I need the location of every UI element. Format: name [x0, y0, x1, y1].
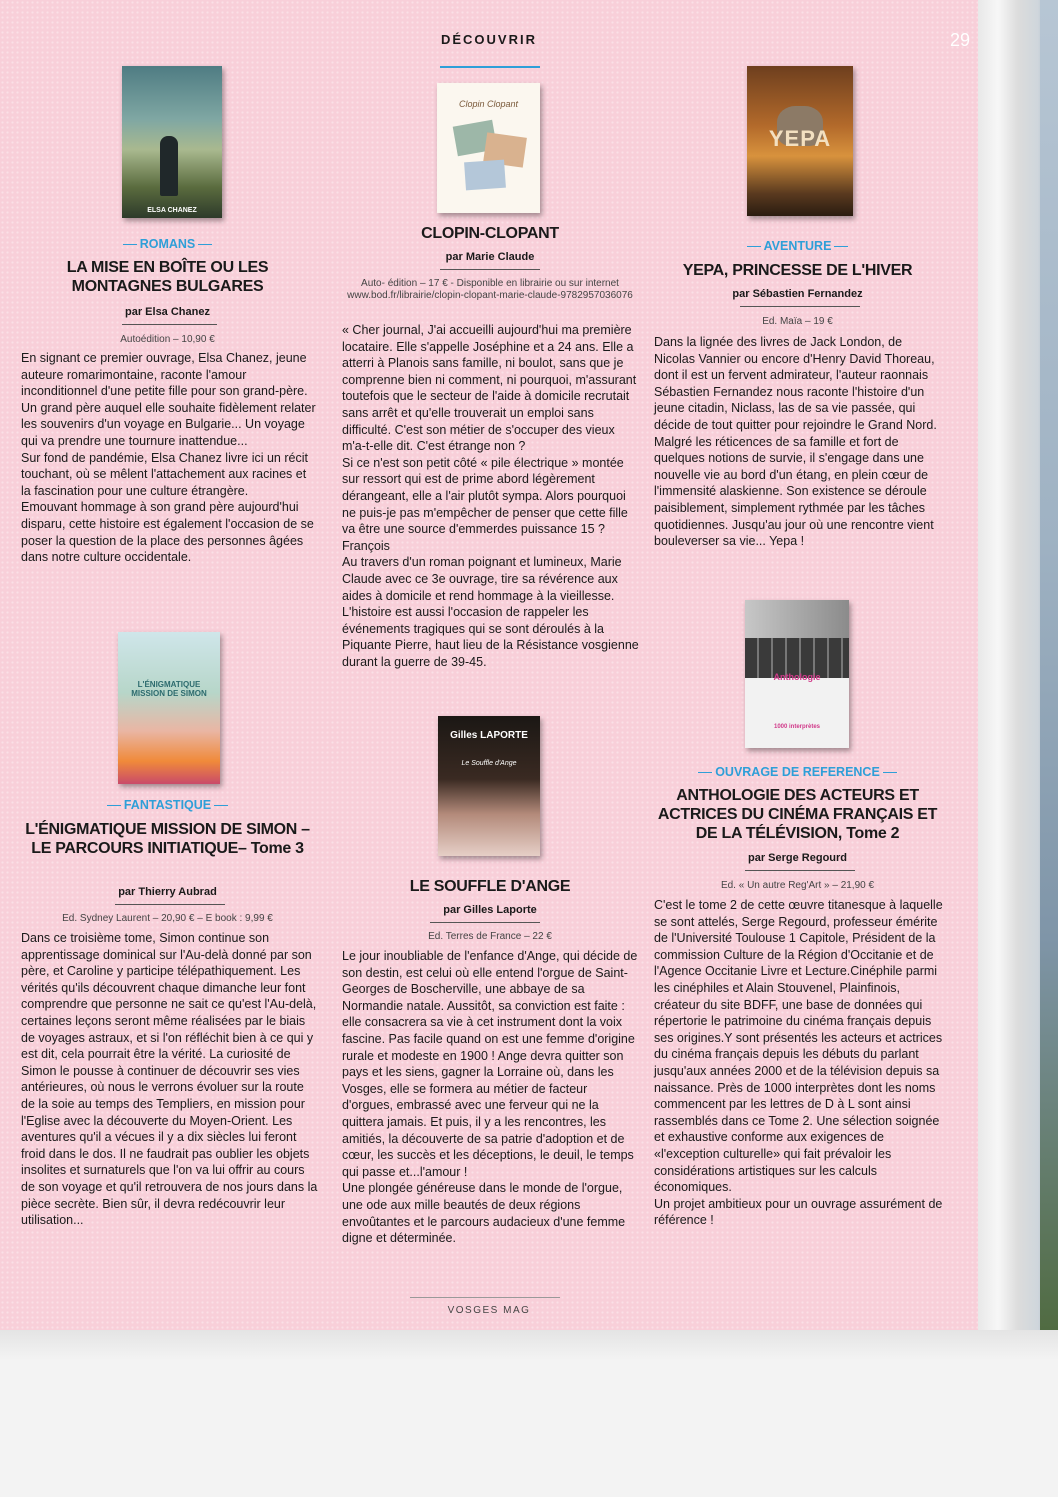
book-cover: [438, 716, 540, 856]
book-cover: [745, 600, 849, 748]
book-cover: [118, 632, 220, 784]
footer-rule: [410, 1297, 560, 1298]
book-author: par Thierry Aubrad: [118, 886, 217, 898]
book-author: par Sébastien Fernandez: [732, 288, 863, 300]
book-review: Dans la lignée des livres de Jack London, de Nicolas Vannier ou encore d'Henry David Thoreau, dont il est un fervent admirateur, l'auteur raonnais Sébastien Fernandez nous raconte l'histoire d'un jeune citadin, Niclass, las de sa vie passée, qui décide de tout quitter pour rejoindre le Grand Nord. Malgré les réticences de sa famille et fort de quelques notions de survie, il s'engage dans une nouvelle vie au bord d'un étang, en plein cœur de l'immensité alaskienne. Son existence se déroule paisiblement, simplement rythmée par les tâches quotidiennes. Jusqu'au jour où une rencontre vient bouleverser sa vie... Yepa !: [654, 335, 937, 549]
book-review: Le jour inoubliable de l'enfance d'Ange, qui décide de son destin, est celui où elle entend l'orgue de Saint-Georges de Boscherville, une abbaye de sa Normandie natale. Aussitôt, sa conviction est faite : elle consacrera sa vie à cet instrument dont la voix fascine. Pas facile quand on est une femme d'origine rurale et modeste en 1900 ! Ange devra quitter son pays et les siens, gagner la Lorraine où, dans les Vosges, elle se formera au métier de facteur d'orgues, embrassé avec une ferveur qui ne la quittera jamais. Et puis, il y a les rencontres, les amitiés, la découverte de sa patrie d'adoption et de cœur, les succès et les déceptions, le deuil, le temps qui passe et...l'amour ! Une plongée généreuse dans le monde de l'orgue, une ode aux mille beautés de deux régions envoûtantes et le parcours audacieux d'une femme digne et déterminée.: [342, 949, 638, 1246]
next-page-edge: [1040, 0, 1058, 1340]
magazine-name: VOSGES MAG: [447, 1305, 531, 1316]
book-review: C'est le tome 2 de cette œuvre titanesque à laquelle se sont attelés, Serge Regourd, professeur émérite de l'Université Toulouse 1 Capitole, Président de la commission Culture de la Région d'Occitanie et de l'Agence Occitanie Livre et Lecture.Cinéphile parmi les cinéphiles et Alain Stouvenel, Plainfinois, créateur du site BDFF, une base de données qui répertorie le patrimoine du cinéma français depuis ses origines.Y sont présentés les acteurs et actrices du cinéma français depuis les débuts du parlant jusqu'aux années 2000 et de la télévision depuis sa naissance. Près de 1000 interprètes dont les noms commencent par les lettres de D à L sont ainsi rassemblés dans ce Tome 2. Une sélection soignée et exhaustive conforme aux exigences de «l'exception culturelle» qui fait prévaloir les considérations artistiques sur les calculs économiques. Un projet ambitieux pour un ouvrage assurément de référence !: [654, 898, 943, 1228]
cover-text: Gilles LAPORTE: [450, 730, 528, 741]
header-rule: [440, 66, 540, 68]
category-label: [20, 237, 315, 251]
book-title: CLOPIN-CLOPANT: [421, 225, 559, 242]
book-author: par Elsa Chanez: [125, 306, 210, 318]
book-cover: [437, 83, 540, 213]
section-header: DÉCOUVRIR: [440, 32, 537, 47]
book-author: par Marie Claude: [445, 251, 535, 263]
category-text: AVENTURE: [763, 239, 832, 253]
book-cover: [747, 66, 853, 216]
author-rule: [440, 269, 540, 270]
cover-text: Anthologie: [773, 672, 821, 682]
publisher-info: Ed. Terres de France – 22 €: [428, 931, 552, 942]
author-rule: [122, 324, 217, 325]
publisher-info: Ed. Maïa – 19 €: [762, 316, 833, 327]
category-label: [650, 765, 945, 779]
page-number: 29: [950, 30, 971, 50]
book-title: LA MISE EN BOÎTE OU LES MONTAGNES BULGARES: [66, 259, 269, 295]
scan-background: [0, 1330, 1058, 1360]
author-rule: [115, 904, 225, 905]
category-text: FANTASTIQUE: [123, 798, 212, 812]
book-author: par Gilles Laporte: [443, 904, 537, 916]
cover-text: ELSA CHANEZ: [147, 207, 197, 214]
book-cover: [122, 66, 222, 218]
author-rule: [745, 870, 855, 871]
book-review: En signant ce premier ouvrage, Elsa Chanez, jeune auteure romarimontaine, raconte l'amour inconditionnel d'une petite fille pour son grand-père. Un grand père auquel elle souhaite fidèlement relater les souvenirs d'un voyage en Bulgarie... Un voyage qui va prendre une tournure inattendue... Sur fond de pandémie, Elsa Chanez livre ici un récit touchant, où se mêlent l'attachement aux racines et la fascination pour une culture étrangère. Emouvant hommage à son grand père aujourd'hui disparu, cette histoire est également l'occasion de se poser la question de la place des personnes âgées dans notre culture occidentale.: [21, 351, 316, 565]
book-author: par Serge Regourd: [747, 852, 848, 864]
book-title: L'ÉNIGMATIQUE MISSION DE SIMON – LE PARCOURS INITIATIQUE– Tome 3: [25, 821, 310, 857]
category-label: [650, 239, 945, 253]
publisher-info: Auto- édition – 17 € - Disponible en librairie ou sur internet www.bod.fr/librairie/clopin-clopant-marie-claude-9782957036076: [347, 278, 633, 301]
category-text: OUVRAGE DE REFERENCE: [715, 765, 880, 779]
publisher-info: Ed. Sydney Laurent – 20,90 € – E book : 9,99 €: [62, 913, 273, 924]
cover-subtitle: 1000 interprètes: [773, 724, 821, 730]
author-rule: [430, 922, 540, 923]
publisher-info: Autoédition – 10,90 €: [120, 334, 215, 345]
cover-text: Clopin Clopant: [458, 99, 519, 109]
book-review: Dans ce troisième tome, Simon continue son apprentissage dominical sur l'Au-delà donné par son père, et Caroline y participe télépathiquement. Les vérités qu'ils découvrent chaque dimanche leur font comprendre que personne ne sait ce qu'est l'Au-delà, certaines leçons seront même réalisées par le biais de voyages astraux, et si l'on réfléchit bien à ce qui y est dit, cela pourrait être la vérité. La curiosité de Simon le pousse à continuer de découvrir ses vies antérieures, où nous le verrons évoluer sur la route de la soie au temps des Templiers, en mission pour l'Eglise avec la découverte du Moyen-Orient. Les aventures qu'il a vécues il y a dix siècles lui feront froid dans le dos. Il ne faudrait pas oublier les objets insolites et surnaturels que l'on va lui offrir au cours de son voyage et qu'il retrouvera de nos jours dans la pièce secrète. Bien sûr, il devra redécouvrir leur utilisation...: [21, 931, 318, 1228]
cover-text: L'ÉNIGMATIQUE MISSION DE SIMON: [131, 680, 207, 698]
publisher-info: Ed. « Un autre Reg'Art » – 21,90 €: [720, 880, 875, 891]
category-text: ROMANS: [139, 237, 196, 251]
cover-text: YEPA: [768, 126, 832, 151]
author-rule: [740, 306, 860, 307]
book-review: « Cher journal, J'ai accueilli aujourd'hui ma première locataire. Elle s'appelle Joséphine et a 24 ans. Elle a atterri à Planois sans famille, ni boulot, sans que je comprenne bien ni comment, ni pourquoi, m'assurant toutefois que le secteur de l'aide à domicile recrutait sans arrêt et qu'elle trouverait un emploi sans difficulté. C'est son métier de s'occuper des vieux m'a-t-elle dit. C'est étrange non ? Si ce n'est son petit côté « pile électrique » montée sur ressort qui est de prime abord légèrement dérangeant, elle a l'air plutôt sympa. Alors pourquoi ne puis-je pas m'empêcher de penser que cette fille va être une source d'emmerdes puissance 15 ? François Au travers d'un roman poignant et lumineux, Marie Claude avec ce 3e ouvrage, tire sa révérence aux aides à domicile et rend hommage à la vieillesse. L'histoire est aussi l'occasion de rappeler les événements tragiques qui se sont déroulés à la Piquante Pierre, haut lieu de la Résistance vosgienne durant la guerre de 39-45.: [342, 323, 639, 669]
book-title: LE SOUFFLE D'ANGE: [409, 878, 571, 895]
book-title: ANTHOLOGIE DES ACTEURS ET ACTRICES DU CINÉMA FRANÇAIS ET DE LA TÉLÉVISION, Tome 2: [657, 787, 938, 842]
category-label: [20, 798, 315, 812]
book-title: YEPA, PRINCESSE DE L'HIVER: [682, 262, 913, 279]
cover-subtitle: Le Souffle d'Ange: [461, 760, 517, 767]
